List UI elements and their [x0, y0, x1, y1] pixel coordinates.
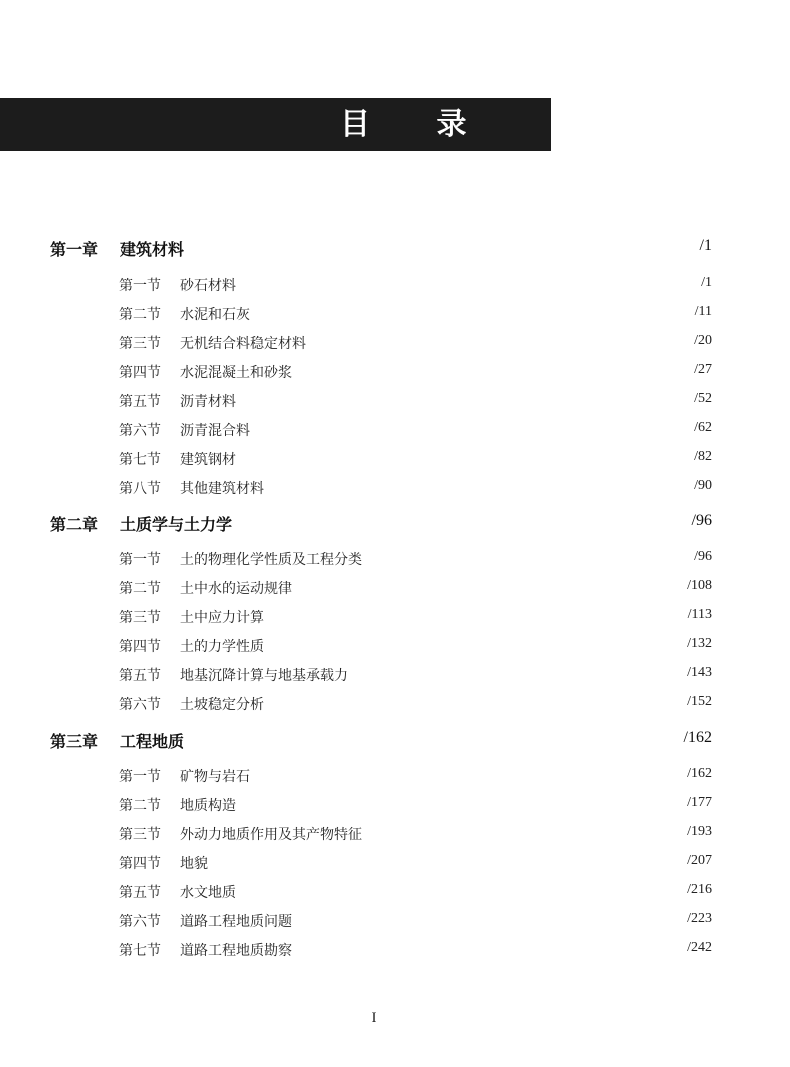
- section-number: 第五节: [119, 668, 161, 684]
- page-number: I: [371, 1010, 377, 1026]
- chapter-title: 土质学与土力学: [120, 515, 233, 534]
- section-number: 第二节: [119, 581, 161, 597]
- chapter-page: /162: [683, 729, 712, 746]
- section-page: /143: [687, 665, 712, 680]
- section-number: 第七节: [119, 452, 161, 468]
- chapter-title: 工程地质: [120, 732, 185, 751]
- section-title: 沥青混合料: [180, 423, 250, 439]
- section-page: /52: [694, 391, 712, 406]
- section-page: /193: [687, 824, 712, 839]
- section-title: 地基沉降计算与地基承载力: [180, 668, 348, 684]
- section-number: 第六节: [119, 423, 161, 439]
- section-number: 第四节: [119, 639, 161, 655]
- section-page: /20: [694, 333, 712, 348]
- section-page: /207: [687, 853, 712, 868]
- section-page: /177: [687, 795, 712, 810]
- section-title: 水泥和石灰: [180, 307, 250, 323]
- section-title: 无机结合料稳定材料: [180, 336, 306, 352]
- section-page: /1: [701, 275, 712, 290]
- section-number: 第四节: [119, 856, 161, 872]
- section-title: 土坡稳定分析: [180, 697, 264, 713]
- section-page: /96: [694, 549, 712, 564]
- section-page: /132: [687, 636, 712, 651]
- section-number: 第三节: [119, 827, 161, 843]
- section-title: 外动力地质作用及其产物特征: [180, 827, 362, 843]
- section-page: /223: [687, 911, 712, 926]
- section-number: 第四节: [119, 365, 161, 381]
- section-page: /113: [687, 607, 712, 622]
- section-number: 第三节: [119, 610, 161, 626]
- section-title: 道路工程地质勘察: [180, 943, 292, 959]
- section-title: 土中应力计算: [180, 610, 264, 626]
- section-page: /82: [694, 449, 712, 464]
- section-title: 地质构造: [180, 798, 236, 814]
- section-number: 第五节: [119, 394, 161, 410]
- section-number: 第一节: [119, 769, 161, 785]
- section-number: 第五节: [119, 885, 161, 901]
- section-number: 第八节: [119, 481, 161, 497]
- section-title: 土中水的运动规律: [180, 581, 292, 597]
- chapter-page: /96: [691, 512, 712, 529]
- section-title: 建筑钢材: [180, 452, 236, 468]
- section-number: 第六节: [119, 914, 161, 930]
- chapter-page: /1: [699, 237, 712, 254]
- section-number: 第一节: [119, 552, 161, 568]
- section-title: 土的物理化学性质及工程分类: [180, 552, 362, 568]
- section-page: /162: [687, 766, 712, 781]
- section-number: 第二节: [119, 307, 161, 323]
- chapter-number: 第二章: [50, 515, 99, 534]
- section-title: 土的力学性质: [180, 639, 264, 655]
- section-title: 矿物与岩石: [180, 769, 250, 785]
- chapter-title: 建筑材料: [120, 240, 185, 259]
- section-title: 砂石材料: [180, 278, 236, 294]
- section-title: 沥青材料: [180, 394, 236, 410]
- section-page: /90: [694, 478, 712, 493]
- section-number: 第六节: [119, 697, 161, 713]
- section-number: 第七节: [119, 943, 161, 959]
- page-title: 目 录: [340, 107, 495, 142]
- section-title: 道路工程地质问题: [180, 914, 292, 930]
- section-title: 地貌: [180, 856, 208, 872]
- section-number: 第三节: [119, 336, 161, 352]
- section-title: 水文地质: [180, 885, 236, 901]
- section-number: 第二节: [119, 798, 161, 814]
- section-page: /11: [694, 304, 712, 319]
- chapter-number: 第三章: [50, 732, 99, 751]
- section-title: 其他建筑材料: [180, 481, 264, 497]
- section-number: 第一节: [119, 278, 161, 294]
- section-title: 水泥混凝土和砂浆: [180, 365, 292, 381]
- section-page: /216: [687, 882, 712, 897]
- section-page: /27: [694, 362, 712, 377]
- section-page: /108: [687, 578, 712, 593]
- chapter-number: 第一章: [50, 240, 99, 259]
- section-page: /62: [694, 420, 712, 435]
- section-page: /152: [687, 694, 712, 709]
- section-page: /242: [687, 940, 712, 955]
